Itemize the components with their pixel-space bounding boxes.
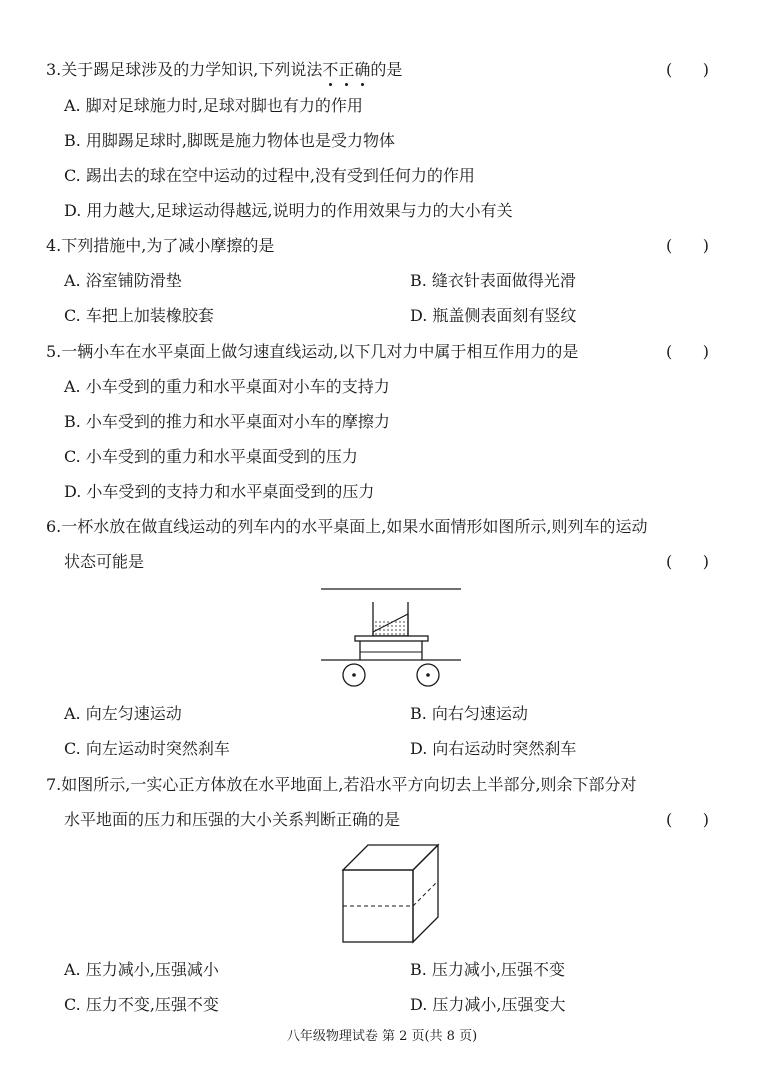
q4-option-a: A. 浴室铺防滑垫 [64,271,182,290]
wheel-left-axle [352,673,356,677]
q4-option-b: B. 缝衣针表面做得光滑 [410,271,576,290]
q3-stem [46,60,402,80]
q6-stem-line1: 6.一杯水放在做直线运动的列车内的水平桌面上,如果水面情形如图所示,则列车的运动 [46,517,648,536]
q3-stem-emph-3: 确 [354,60,371,79]
q7-stem-line2: 水平地面的压力和压强的大小关系判断正确的是 [64,810,401,829]
q6-stem-line2: 状态可能是 [64,552,145,571]
q3-option-b: B. 用脚踢足球时,脚既是施力物体也是受力物体 [64,131,396,150]
q5-answer-paren: ( ) [666,342,709,361]
q5-option-d: D. 小车受到的支持力和水平桌面受到的压力 [64,482,375,501]
q4-answer-paren: ( ) [666,236,709,255]
q4-stem: 4.下列措施中,为了减小摩擦的是 [46,236,275,255]
q7-option-c: C. 压力不变,压强不变 [64,995,219,1014]
q7-cube-figure [340,842,440,946]
q3-option-c: C. 踢出去的球在空中运动的过程中,没有受到任何力的作用 [64,166,475,185]
q3-stem-emph-2: 正 [338,60,355,79]
q3-answer-paren: ( ) [666,60,709,79]
q5-option-a: A. 小车受到的重力和水平桌面对小车的支持力 [64,377,390,396]
cup-outline [373,602,408,636]
q7-stem-line1: 7.如图所示,一实心正方体放在水平地面上,若沿水平方向切去上半部分,则余下部分对 [46,775,637,794]
q7-option-a: A. 压力减小,压强减小 [64,960,219,979]
page-footer: 八年级物理试卷 第 2 页(共 8 页) [286,1029,478,1044]
q7-answer-paren: ( ) [666,810,709,829]
wheel-right-axle [426,673,430,677]
cup-water [373,614,408,636]
q5-stem: 5.一辆小车在水平桌面上做匀速直线运动,以下几对力中属于相互作用力的是 [46,342,579,361]
q4-option-d: D. 瓶盖侧表面刻有竖纹 [410,306,577,325]
cube-cut-line [343,881,438,906]
table-top [355,636,428,641]
q6-train-cup-figure [318,584,464,692]
q6-option-d: D. 向右运动时突然刹车 [410,739,577,758]
q6-answer-paren: ( ) [666,552,709,571]
q3-option-a: A. 脚对足球施力时,足球对脚也有力的作用 [64,96,363,115]
q3-stem-after: 的是 [370,60,403,79]
q7-option-d: D. 压力减小,压强变大 [410,995,566,1014]
q6-option-b: B. 向右匀速运动 [410,704,528,723]
q6-option-a: A. 向左匀速运动 [64,704,182,723]
q6-option-c: C. 向左运动时突然刹车 [64,739,230,758]
q7-option-b: B. 压力减小,压强不变 [410,960,566,979]
q3-stem-before: 3.关于踢足球涉及的力学知识,下列说法 [46,60,323,79]
q3-option-d: D. 用力越大,足球运动得越远,说明力的作用效果与力的大小有关 [64,201,513,220]
q4-option-c: C. 车把上加装橡胶套 [64,306,214,325]
q5-option-c: C. 小车受到的重力和水平桌面受到的压力 [64,447,358,466]
q5-option-b: B. 小车受到的推力和水平桌面对小车的摩擦力 [64,412,390,431]
q3-stem-emph-1: 不 [322,60,339,79]
cube-top-face [343,845,438,870]
